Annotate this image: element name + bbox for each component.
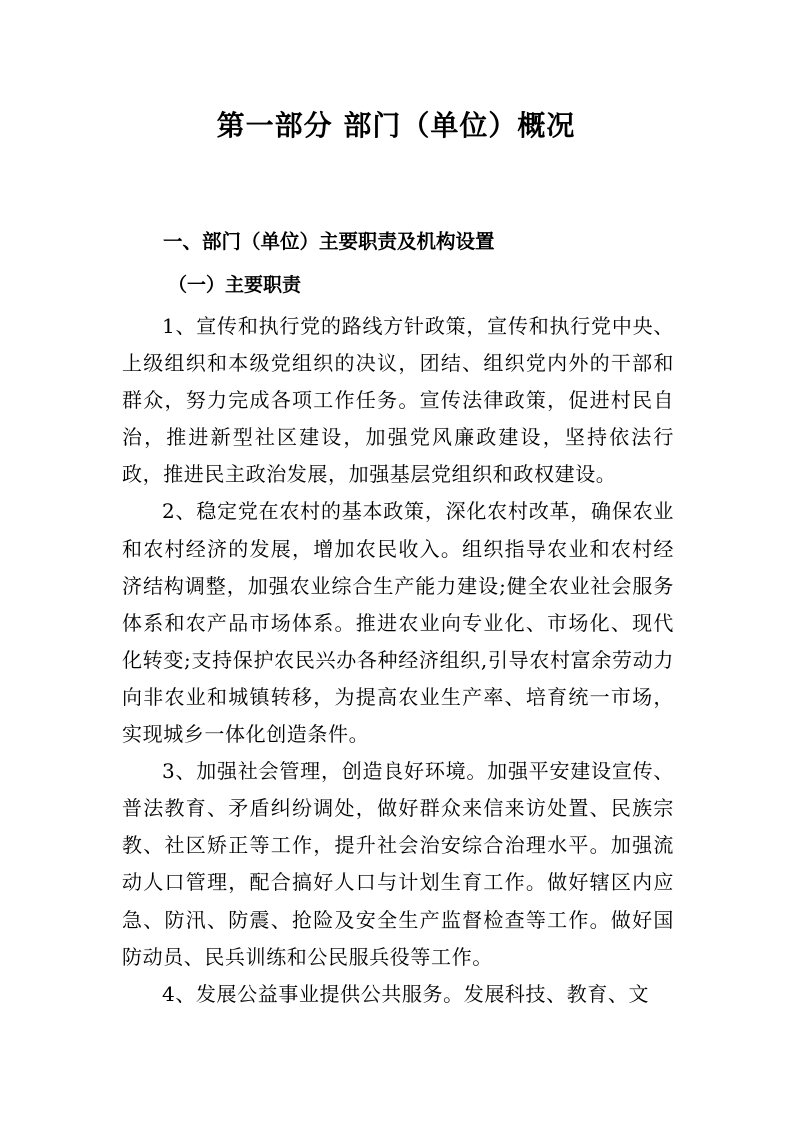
body-text: [122, 308, 674, 1013]
paragraph-duty-1: 1、宣传和执行党的路线方针政策，宣传和执行党中央、上级组织和本级党组织的决议，团结、组织党内外的干部和群众，努力完成各项工作任务。宣传法律政策，促进村民自治，推进新型社区建设，加强党风廉政建设，坚持依法行政，推进民主政治发展，加强基层党组织和政权建设。: [122, 314, 674, 487]
paragraph-duty-2: 2、稳定党在农村的基本政策，深化农村改革，确保农业和农村经济的发展，增加农民收入。组织指导农业和农村经济结构调整，加强农业综合生产能力建设;健全农业社会服务体系和农产品市场体系。推进农业向专业化、市场化、现代化转变;支持保护农民兴办各种经济组织,引导农村富余劳动力向非农业和城镇转移，为提高农业生产率、培育统一市场，实现城乡一体化创造条件。: [122, 499, 674, 747]
paragraph-duty-3: 3、加强社会管理，创造良好环境。加强平安建设宣传、普法教育、矛盾纠纷调处，做好群众来信来访处置、民族宗教、社区矫正等工作，提升社会治安综合治理水平。加强流动人口管理，配合搞好人口与计划生育工作。做好辖区内应急、防汛、防震、抢险及安全生产监督检查等工作。做好国防动员、民兵训练和公民服兵役等工作。: [122, 759, 674, 969]
page-title: 第一部分 部门（单位）概况: [216, 109, 576, 142]
paragraph-duty-4: 4、发展公益事业提供公共服务。发展科技、教育、文: [162, 981, 650, 1006]
section-heading: 一、部门（单位）主要职责及机构设置: [163, 230, 495, 253]
subsection-heading: （一）主要职责: [168, 274, 302, 296]
